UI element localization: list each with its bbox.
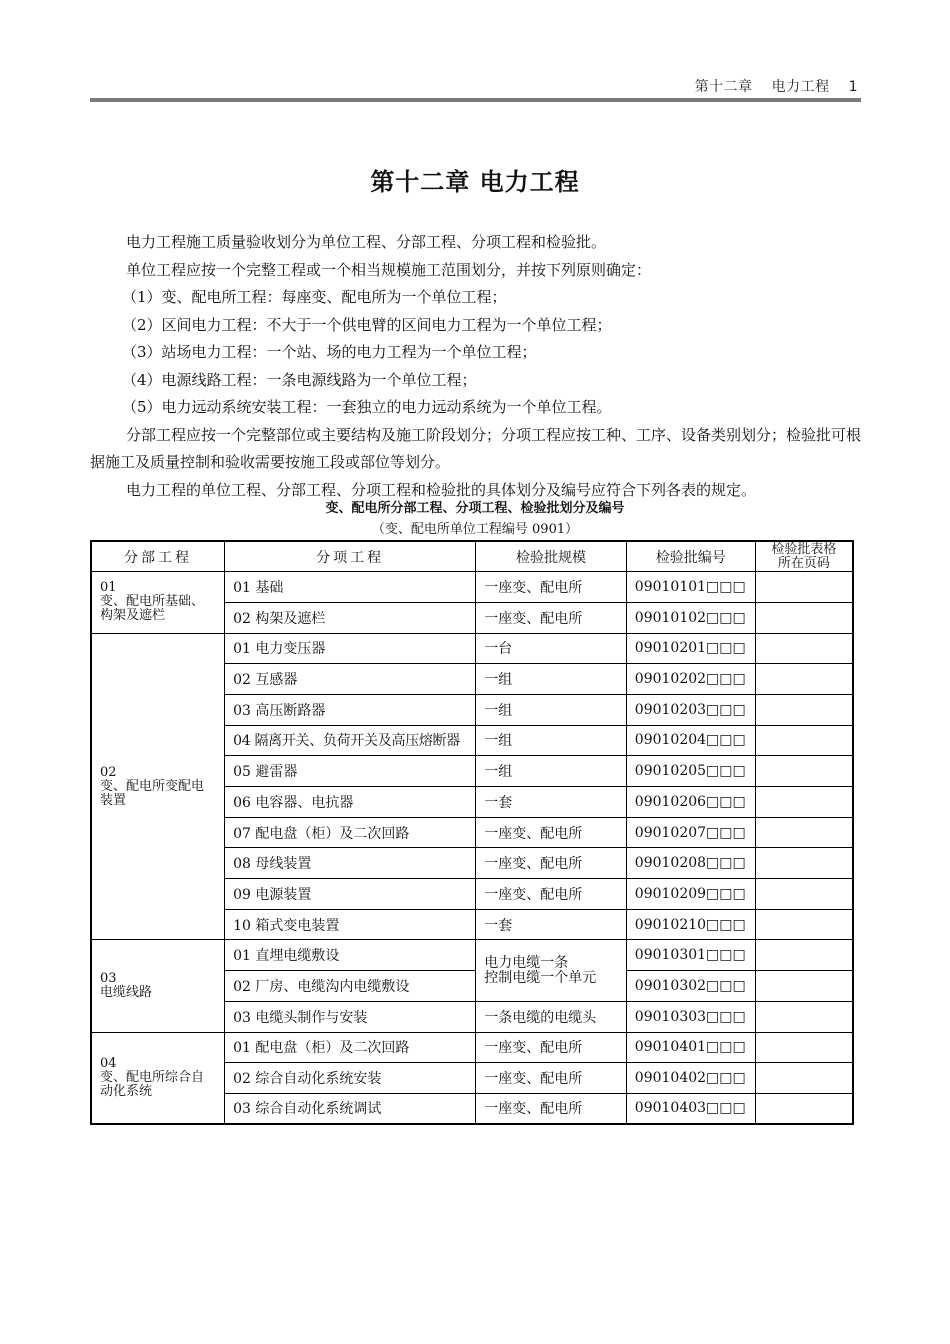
table-header-row [91, 541, 853, 572]
scale-cell: 一座变、配电所 [476, 602, 627, 633]
subitem-cell: 01 直埋电缆敷设 [225, 940, 476, 971]
paragraph-division-rule: 分部工程应按一个完整部位或主要结构及施工阶段划分；分项工程应按工种、工序、设备类别划分；检验批可根据施工及质量控制和验收需要按施工段或部位等划分。 [90, 425, 862, 471]
scale-cell: 一组 [476, 756, 627, 787]
code-cell: 09010202□□□ [626, 664, 755, 695]
group-code: 02 [100, 764, 117, 780]
group-name: 电缆线路 [100, 984, 153, 1000]
code-cell: 09010302□□□ [626, 971, 755, 1002]
header-code: 检验批编号 [626, 541, 755, 572]
page-cell [755, 817, 853, 848]
subitem-cell: 04 隔离开关、负荷开关及高压熔断器 [225, 725, 476, 756]
code-cell: 09010204□□□ [626, 725, 755, 756]
code-cell: 09010206□□□ [626, 787, 755, 818]
header-subitem: 分项工程 [225, 541, 476, 572]
code-cell: 09010303□□□ [626, 1001, 755, 1032]
subitem-cell: 07 配电盘（柜）及二次回路 [225, 817, 476, 848]
subitem-cell: 10 箱式变电装置 [225, 909, 476, 940]
scale-cell: 一组 [476, 725, 627, 756]
list-item: （2）区间电力工程：不大于一个供电臂的区间电力工程为一个单位工程； [122, 315, 612, 334]
code-cell: 09010301□□□ [626, 940, 755, 971]
page-cell [755, 879, 853, 910]
scale-cell: 一座变、配电所 [476, 1032, 627, 1063]
group-name: 变、配电所变配电装置 [100, 778, 205, 808]
scale-cell: 一台 [476, 633, 627, 664]
page-cell [755, 725, 853, 756]
subitem-cell: 06 电容器、电抗器 [225, 787, 476, 818]
code-cell: 09010102□□□ [626, 602, 755, 633]
header-page-line2: 所在页码 [777, 555, 830, 571]
code-cell: 09010402□□□ [626, 1063, 755, 1094]
merged-scale-line1: 电力电缆一条 [484, 954, 569, 971]
group-code: 03 [100, 970, 117, 986]
list-item: （3）站场电力工程：一个站、场的电力工程为一个单位工程； [122, 343, 537, 361]
code-cell: 09010210□□□ [626, 909, 755, 940]
group-cell [91, 1032, 225, 1124]
paragraph-unit-rule: 单位工程应按一个完整工程或一个相当规模施工范围划分，并按下列原则确定： [126, 260, 652, 279]
page-cell [755, 1001, 853, 1032]
code-cell: 09010401□□□ [626, 1032, 755, 1063]
group-code: 01 [100, 580, 117, 596]
page-cell [755, 1063, 853, 1094]
subitem-cell: 03 电缆头制作与安装 [225, 1001, 476, 1032]
scale-cell: 一座变、配电所 [476, 879, 627, 910]
list-item: （1）变、配电所工程：每座变、配电所为一个单位工程； [122, 288, 507, 306]
subitem-cell: 09 电源装置 [225, 879, 476, 910]
subitem-cell: 03 综合自动化系统调试 [225, 1093, 476, 1124]
body-text [90, 229, 861, 504]
inspection-table [90, 540, 854, 1125]
header-rule [90, 98, 861, 102]
page-cell [755, 664, 853, 695]
group-cell [91, 940, 225, 1032]
page-cell [755, 1093, 853, 1124]
header-division: 分部工程 [91, 541, 225, 572]
code-cell: 09010207□□□ [626, 817, 755, 848]
subitem-cell: 03 高压断路器 [225, 694, 476, 725]
page-cell [755, 909, 853, 940]
table-row [91, 1032, 853, 1063]
group-name: 变、配电所综合自动化系统 [100, 1069, 205, 1099]
paragraph-intro: 电力工程施工质量验收划分为单位工程、分部工程、分项工程和检验批。 [126, 233, 607, 251]
page-cell [755, 940, 853, 971]
header-page-number: 1 [848, 79, 858, 95]
code-cell: 09010101□□□ [626, 572, 755, 603]
code-cell: 09010201□□□ [626, 633, 755, 664]
table-subcaption: （变、配电所单位工程编号 0901） [371, 522, 579, 537]
page-cell [755, 787, 853, 818]
table-caption: 变、配电所分部工程、分项工程、检验批划分及编号 [325, 501, 625, 516]
running-header [681, 76, 858, 96]
page-cell [755, 848, 853, 879]
scale-cell: 一条电缆的电缆头 [476, 1001, 627, 1032]
code-cell: 09010203□□□ [626, 694, 755, 725]
scale-cell: 一组 [476, 664, 627, 695]
subitem-cell: 02 厂房、电缆沟内电缆敷设 [225, 971, 476, 1002]
scale-cell: 一座变、配电所 [476, 1063, 627, 1094]
scale-cell: 一座变、配电所 [476, 572, 627, 603]
scale-cell: 一座变、配电所 [476, 1093, 627, 1124]
subitem-cell: 08 母线装置 [225, 848, 476, 879]
scale-cell: 一座变、配电所 [476, 848, 627, 879]
scale-cell: 一套 [476, 909, 627, 940]
header-page [755, 541, 853, 572]
header-chapter: 第十二章 [694, 79, 753, 95]
subitem-cell: 05 避雷器 [225, 756, 476, 787]
page-cell [755, 756, 853, 787]
paragraph-reference: 电力工程的单位工程、分部工程、分项工程和检验批的具体划分及编号应符合下列各表的规定。 [126, 480, 757, 499]
scale-cell: 一套 [476, 787, 627, 818]
group-cell [91, 633, 225, 940]
subitem-cell: 01 配电盘（柜）及二次回路 [225, 1032, 476, 1063]
merged-scale-line2: 控制电缆一个单元 [484, 969, 597, 986]
group-name: 变、配电所基础、构架及遮栏 [100, 594, 205, 624]
page-cell [755, 971, 853, 1002]
code-cell: 09010403□□□ [626, 1093, 755, 1124]
page-cell [755, 694, 853, 725]
table-row [91, 940, 853, 971]
page-cell [755, 633, 853, 664]
code-cell: 09010209□□□ [626, 879, 755, 910]
table-row [91, 633, 853, 664]
group-code: 04 [100, 1055, 117, 1071]
subitem-cell: 02 构架及遮栏 [225, 602, 476, 633]
page-cell [755, 572, 853, 603]
subitem-cell: 02 综合自动化系统安装 [225, 1063, 476, 1094]
scale-cell: 一组 [476, 694, 627, 725]
page-cell [755, 1032, 853, 1063]
subitem-cell: 01 电力变压器 [225, 633, 476, 664]
list-item: （4）电源线路工程：一条电源线路为一个单位工程； [122, 370, 477, 389]
subitem-cell: 01 基础 [225, 572, 476, 603]
merged-scale-cell [476, 940, 627, 1001]
code-cell: 09010208□□□ [626, 848, 755, 879]
code-cell: 09010205□□□ [626, 756, 755, 787]
header-scale: 检验批规模 [476, 541, 627, 572]
chapter-title: 第十二章 电力工程 [370, 168, 580, 196]
group-cell [91, 572, 225, 633]
table-row [91, 572, 853, 603]
page-cell [755, 602, 853, 633]
list-item: （5）电力远动系统安装工程：一套独立的电力远动系统为一个单位工程。 [122, 398, 612, 416]
scale-cell: 一座变、配电所 [476, 817, 627, 848]
subitem-cell: 02 互感器 [225, 664, 476, 695]
header-page-line1: 检验批表格 [771, 541, 837, 557]
header-section: 电力工程 [771, 79, 830, 95]
